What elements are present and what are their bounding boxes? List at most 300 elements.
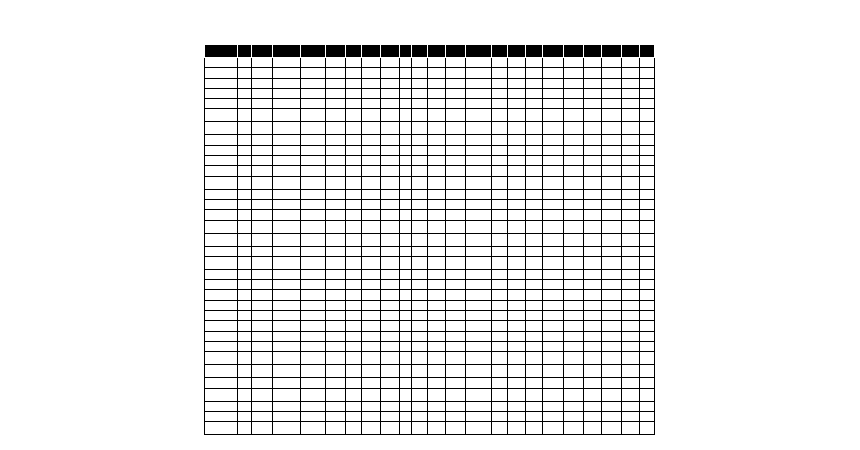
table-row — [205, 401, 655, 411]
table-cell — [205, 311, 238, 321]
table-cell — [543, 311, 564, 321]
table-cell — [564, 365, 584, 378]
table-cell — [412, 166, 427, 176]
table-cell — [205, 176, 238, 189]
table-cell — [252, 269, 273, 279]
table-cell — [205, 78, 238, 88]
table-cell — [205, 210, 238, 220]
table-cell — [273, 220, 301, 233]
table-cell — [640, 331, 655, 341]
table-cell — [300, 300, 325, 310]
table-cell — [543, 99, 564, 109]
table-cell — [273, 256, 301, 269]
table-cell — [583, 422, 602, 435]
table-cell — [525, 311, 543, 321]
table-cell — [300, 422, 325, 435]
table-cell — [466, 122, 492, 135]
table-cell — [427, 88, 446, 98]
table-cell — [583, 269, 602, 279]
table-cell — [361, 122, 381, 135]
table-cell — [525, 365, 543, 378]
table-cell — [400, 199, 412, 209]
table-cell — [640, 99, 655, 109]
table-cell — [346, 246, 361, 256]
table-cell — [525, 378, 543, 388]
table-cell — [466, 411, 492, 421]
table-cell — [466, 88, 492, 98]
table-cell — [412, 422, 427, 435]
table-cell — [621, 280, 640, 290]
table-cell — [205, 352, 238, 365]
table-cell — [564, 176, 584, 189]
table-cell — [273, 331, 301, 341]
table-cell — [273, 58, 301, 68]
table-row — [205, 68, 655, 78]
table-cell — [325, 311, 346, 321]
table-cell — [238, 341, 252, 351]
table-cell — [525, 58, 543, 68]
table-row — [205, 135, 655, 145]
table-cell — [446, 68, 466, 78]
table-cell — [361, 78, 381, 88]
table-cell — [273, 88, 301, 98]
table-cell — [446, 58, 466, 68]
table-cell — [583, 378, 602, 388]
table-cell — [508, 156, 526, 166]
table-row — [205, 256, 655, 269]
table-cell — [427, 378, 446, 388]
table-cell — [543, 331, 564, 341]
table-cell — [346, 88, 361, 98]
column-header — [273, 45, 301, 58]
table-cell — [400, 365, 412, 378]
table-cell — [381, 109, 400, 122]
table-cell — [361, 269, 381, 279]
table-cell — [252, 300, 273, 310]
table-cell — [583, 311, 602, 321]
table-cell — [491, 311, 508, 321]
table-cell — [238, 246, 252, 256]
table-cell — [325, 341, 346, 351]
table-body — [205, 58, 655, 435]
table-cell — [300, 388, 325, 401]
table-cell — [602, 220, 622, 233]
table-cell — [621, 199, 640, 209]
table-cell — [446, 220, 466, 233]
table-row — [205, 352, 655, 365]
table-cell — [400, 78, 412, 88]
table-cell — [446, 422, 466, 435]
table-cell — [564, 256, 584, 269]
table-cell — [491, 378, 508, 388]
table-cell — [508, 352, 526, 365]
table-cell — [325, 331, 346, 341]
table-cell — [325, 321, 346, 331]
table-cell — [583, 78, 602, 88]
table-cell — [525, 109, 543, 122]
table-cell — [412, 341, 427, 351]
table-cell — [640, 145, 655, 155]
table-cell — [446, 256, 466, 269]
table-cell — [238, 311, 252, 321]
table-cell — [252, 109, 273, 122]
table-cell — [400, 156, 412, 166]
table-cell — [346, 311, 361, 321]
table-cell — [564, 388, 584, 401]
table-cell — [525, 269, 543, 279]
table-cell — [238, 256, 252, 269]
table-cell — [273, 352, 301, 365]
column-header — [446, 45, 466, 58]
table-cell — [543, 378, 564, 388]
table-cell — [205, 246, 238, 256]
table-cell — [412, 122, 427, 135]
table-cell — [491, 156, 508, 166]
column-header — [583, 45, 602, 58]
table-cell — [602, 269, 622, 279]
table-cell — [466, 78, 492, 88]
table-cell — [300, 109, 325, 122]
table-cell — [412, 135, 427, 145]
table-cell — [543, 156, 564, 166]
table-cell — [543, 189, 564, 199]
table-cell — [325, 300, 346, 310]
table-cell — [446, 145, 466, 155]
table-cell — [252, 166, 273, 176]
table-cell — [273, 166, 301, 176]
table-cell — [273, 378, 301, 388]
table-cell — [491, 300, 508, 310]
table-cell — [525, 422, 543, 435]
table-cell — [238, 58, 252, 68]
table-cell — [602, 189, 622, 199]
table-cell — [300, 58, 325, 68]
table-cell — [602, 135, 622, 145]
table-cell — [300, 135, 325, 145]
table-cell — [446, 321, 466, 331]
table-cell — [525, 321, 543, 331]
table-cell — [273, 176, 301, 189]
table-cell — [300, 321, 325, 331]
table-cell — [564, 269, 584, 279]
table-cell — [621, 189, 640, 199]
table-cell — [466, 341, 492, 351]
table-cell — [525, 256, 543, 269]
table-cell — [640, 88, 655, 98]
table-cell — [543, 352, 564, 365]
table-cell — [273, 411, 301, 421]
table-cell — [508, 233, 526, 246]
table-cell — [621, 365, 640, 378]
table-cell — [300, 78, 325, 88]
table-cell — [446, 199, 466, 209]
table-cell — [238, 109, 252, 122]
table-cell — [325, 145, 346, 155]
table-cell — [346, 290, 361, 300]
table-cell — [325, 378, 346, 388]
table-cell — [412, 365, 427, 378]
table-cell — [238, 378, 252, 388]
table-cell — [525, 331, 543, 341]
table-cell — [238, 176, 252, 189]
table-cell — [543, 280, 564, 290]
table-cell — [640, 365, 655, 378]
table-row — [205, 199, 655, 209]
table-cell — [300, 145, 325, 155]
table-cell — [325, 68, 346, 78]
table-cell — [381, 58, 400, 68]
table-cell — [273, 78, 301, 88]
table-cell — [346, 210, 361, 220]
table-cell — [400, 411, 412, 421]
table-cell — [238, 233, 252, 246]
table-cell — [640, 166, 655, 176]
table-row — [205, 422, 655, 435]
table-cell — [466, 199, 492, 209]
table-cell — [300, 378, 325, 388]
table-cell — [427, 189, 446, 199]
table-cell — [427, 290, 446, 300]
table-cell — [543, 290, 564, 300]
table-cell — [491, 166, 508, 176]
table-cell — [640, 300, 655, 310]
table-cell — [205, 269, 238, 279]
table-cell — [564, 311, 584, 321]
table-cell — [621, 88, 640, 98]
table-cell — [583, 99, 602, 109]
table-cell — [583, 352, 602, 365]
table-cell — [583, 233, 602, 246]
column-header — [564, 45, 584, 58]
table-cell — [583, 68, 602, 78]
table-cell — [508, 199, 526, 209]
table-cell — [427, 99, 446, 109]
table-cell — [621, 78, 640, 88]
table-cell — [491, 220, 508, 233]
table-cell — [525, 290, 543, 300]
table-cell — [508, 189, 526, 199]
table-cell — [583, 145, 602, 155]
table-cell — [273, 365, 301, 378]
table-cell — [427, 256, 446, 269]
table-cell — [400, 378, 412, 388]
table-cell — [381, 352, 400, 365]
table-cell — [252, 156, 273, 166]
table-cell — [381, 176, 400, 189]
table-cell — [543, 321, 564, 331]
table-cell — [412, 311, 427, 321]
table-cell — [583, 280, 602, 290]
table-cell — [346, 166, 361, 176]
table-cell — [525, 145, 543, 155]
table-cell — [508, 99, 526, 109]
table-cell — [508, 135, 526, 145]
table-cell — [412, 99, 427, 109]
table-cell — [640, 135, 655, 145]
table-cell — [412, 401, 427, 411]
table-cell — [564, 401, 584, 411]
table-cell — [621, 352, 640, 365]
table-cell — [361, 411, 381, 421]
table-cell — [381, 189, 400, 199]
table-cell — [525, 300, 543, 310]
table-cell — [238, 122, 252, 135]
table-cell — [400, 401, 412, 411]
table-cell — [361, 176, 381, 189]
table-cell — [640, 411, 655, 421]
table-cell — [583, 166, 602, 176]
table-cell — [427, 269, 446, 279]
table-cell — [273, 210, 301, 220]
table-cell — [412, 68, 427, 78]
table-cell — [400, 210, 412, 220]
table-cell — [466, 422, 492, 435]
table-cell — [491, 365, 508, 378]
table-cell — [602, 331, 622, 341]
data-table — [204, 44, 655, 435]
table-cell — [543, 135, 564, 145]
table-cell — [640, 256, 655, 269]
table-cell — [508, 176, 526, 189]
table-cell — [466, 331, 492, 341]
table-cell — [583, 220, 602, 233]
table-cell — [602, 321, 622, 331]
table-cell — [508, 68, 526, 78]
table-cell — [491, 78, 508, 88]
table-cell — [400, 311, 412, 321]
table-cell — [564, 341, 584, 351]
table-cell — [525, 220, 543, 233]
table-cell — [543, 341, 564, 351]
table-cell — [621, 256, 640, 269]
table-cell — [400, 189, 412, 199]
table-cell — [525, 411, 543, 421]
table-cell — [300, 365, 325, 378]
table-cell — [325, 401, 346, 411]
table-cell — [252, 341, 273, 351]
table-cell — [238, 99, 252, 109]
table-cell — [602, 422, 622, 435]
table-cell — [400, 145, 412, 155]
table-cell — [491, 58, 508, 68]
table-cell — [525, 135, 543, 145]
table-cell — [525, 199, 543, 209]
table-cell — [602, 352, 622, 365]
table-cell — [361, 210, 381, 220]
table-cell — [564, 422, 584, 435]
table-cell — [564, 321, 584, 331]
table-cell — [300, 166, 325, 176]
table-cell — [400, 256, 412, 269]
table-cell — [381, 88, 400, 98]
table-cell — [543, 145, 564, 155]
table-cell — [640, 246, 655, 256]
column-header — [400, 45, 412, 58]
table-cell — [238, 88, 252, 98]
table-cell — [346, 256, 361, 269]
table-cell — [325, 352, 346, 365]
table-cell — [273, 388, 301, 401]
table-cell — [205, 422, 238, 435]
table-cell — [205, 365, 238, 378]
table-cell — [564, 246, 584, 256]
table-cell — [427, 388, 446, 401]
table-cell — [543, 166, 564, 176]
table-cell — [602, 109, 622, 122]
table-cell — [205, 388, 238, 401]
table-row — [205, 176, 655, 189]
table-row — [205, 88, 655, 98]
table-cell — [564, 210, 584, 220]
table-cell — [640, 352, 655, 365]
table-cell — [491, 422, 508, 435]
table-cell — [427, 145, 446, 155]
table-cell — [621, 210, 640, 220]
table-cell — [640, 156, 655, 166]
table-cell — [273, 311, 301, 321]
column-header — [543, 45, 564, 58]
table-cell — [427, 78, 446, 88]
table-cell — [361, 311, 381, 321]
table-cell — [300, 256, 325, 269]
table-cell — [427, 401, 446, 411]
table-row — [205, 411, 655, 421]
table-cell — [491, 122, 508, 135]
table-cell — [427, 220, 446, 233]
table-cell — [446, 122, 466, 135]
table-cell — [427, 156, 446, 166]
table-cell — [621, 300, 640, 310]
table-cell — [325, 199, 346, 209]
table-cell — [252, 122, 273, 135]
table-cell — [491, 135, 508, 145]
table-cell — [564, 135, 584, 145]
table-cell — [427, 280, 446, 290]
table-cell — [602, 311, 622, 321]
table-cell — [205, 58, 238, 68]
table-header — [205, 45, 655, 58]
table-cell — [412, 256, 427, 269]
table-cell — [427, 135, 446, 145]
table-cell — [238, 269, 252, 279]
table-cell — [583, 156, 602, 166]
table-cell — [400, 352, 412, 365]
table-cell — [205, 233, 238, 246]
table-cell — [525, 210, 543, 220]
table-cell — [446, 290, 466, 300]
table-cell — [491, 269, 508, 279]
table-cell — [446, 210, 466, 220]
table-cell — [564, 290, 584, 300]
column-header — [238, 45, 252, 58]
table-cell — [238, 331, 252, 341]
table-cell — [361, 99, 381, 109]
table-cell — [491, 176, 508, 189]
table-cell — [361, 145, 381, 155]
table-cell — [361, 189, 381, 199]
table-cell — [640, 311, 655, 321]
table-cell — [412, 246, 427, 256]
table-cell — [252, 220, 273, 233]
table-cell — [466, 189, 492, 199]
table-cell — [252, 176, 273, 189]
table-cell — [525, 246, 543, 256]
table-cell — [361, 233, 381, 246]
table-cell — [381, 311, 400, 321]
table-cell — [621, 401, 640, 411]
table-cell — [381, 341, 400, 351]
table-cell — [491, 210, 508, 220]
